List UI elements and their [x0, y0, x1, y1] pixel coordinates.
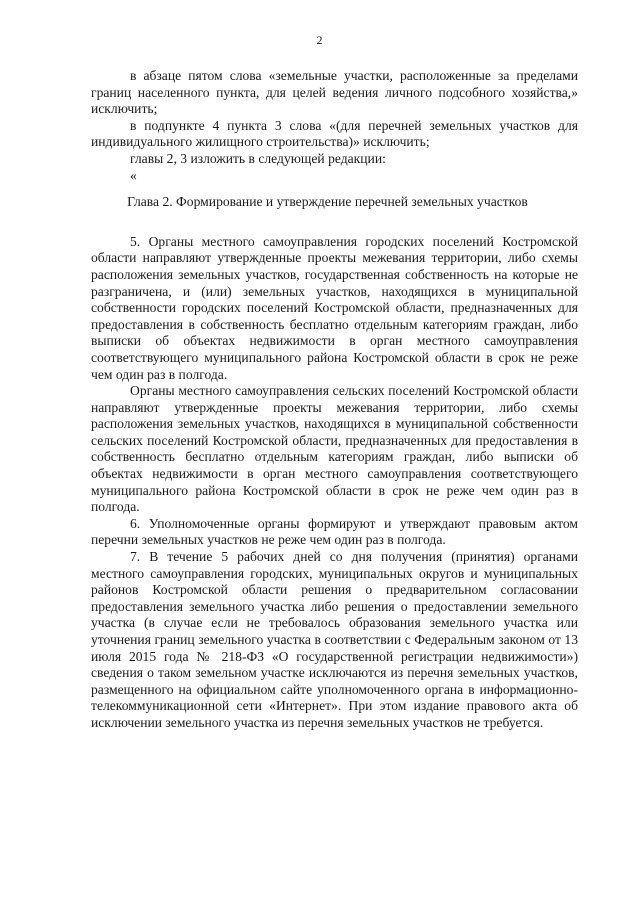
- amendment-paragraph-3: главы 2, 3 изложить в следующей редакции:: [130, 150, 386, 166]
- chapter-title: Глава 2. Формирование и утверждение перечней земельных участков: [127, 194, 528, 210]
- paragraph-6: 6. Уполномоченные органы формируют и утверждают правовым актом перечни земельных участков не реже чем один раз в полгода.: [91, 515, 578, 548]
- page-number: 2: [316, 33, 323, 47]
- paragraph-5-rural: Органы местного самоуправления сельских поселений Костромской области направляют утвержденные проекты межевания территории, либо схемы расположения земельных участков, находящихся в муниципальной собственности сельских поселений Костромской области, предназначенных для предоставления в собственность бесплатно отдельным категориям граждан, либо выписки об объектах недвижимости в орган местного самоуправления соответствующего муниципального района Костромской области в срок не реже чем один раз в полгода.: [91, 383, 578, 515]
- amendment-paragraph-2: в подпункте 4 пункта 3 слова «(для перечней земельных участков для индивидуального жилищного строительства)» исключить;: [91, 117, 578, 150]
- amendment-paragraph-1: в абзаце пятом слова «земельные участки, расположенные за пределами границ населенного пункта, для целей ведения личного подсобного хозяйства,» исключить;: [91, 68, 578, 117]
- paragraph-5: 5. Органы местного самоуправления городских поселений Костромской области направляют утвержденные проекты межевания территории, либо схемы расположения земельных участков, государственная собственность на которые не разграничена, и (или) земельных участков, находящихся в муниципальной собственности городских поселений Костромской области, предназначенных для предоставления в собственность бесплатно отдельным категориям граждан, либо выписки об объектах недвижимости в орган местного самоуправления соответствующего муниципального района Костромской области в срок не реже чем один раз в полгода.: [91, 233, 578, 382]
- opening-quote: «: [130, 167, 137, 183]
- paragraph-7: 7. В течение 5 рабочих дней со дня получения (принятия) органами местного самоуправления городских, муниципальных округов и муниципальных районов Костромской области решения о предварительном согласовании предоставления земельного участка либо решения о предоставлении земельного участка (в случае если не требовалось образования земельного участка или уточнения границ земельного участка в соответствии с Федеральным законом от 13 июля 2015 года № 218-ФЗ «О государственной регистрации недвижимости») сведения о таком земельном участке исключаются из перечня земельных участков, размещенного на официальном сайте уполномоченного органа в информационно-телекоммуникационной сети «Интернет». При этом издание правового акта об исключении земельного участка из перечня земельных участков не требуется.: [91, 549, 578, 730]
- document-body: [91, 68, 578, 732]
